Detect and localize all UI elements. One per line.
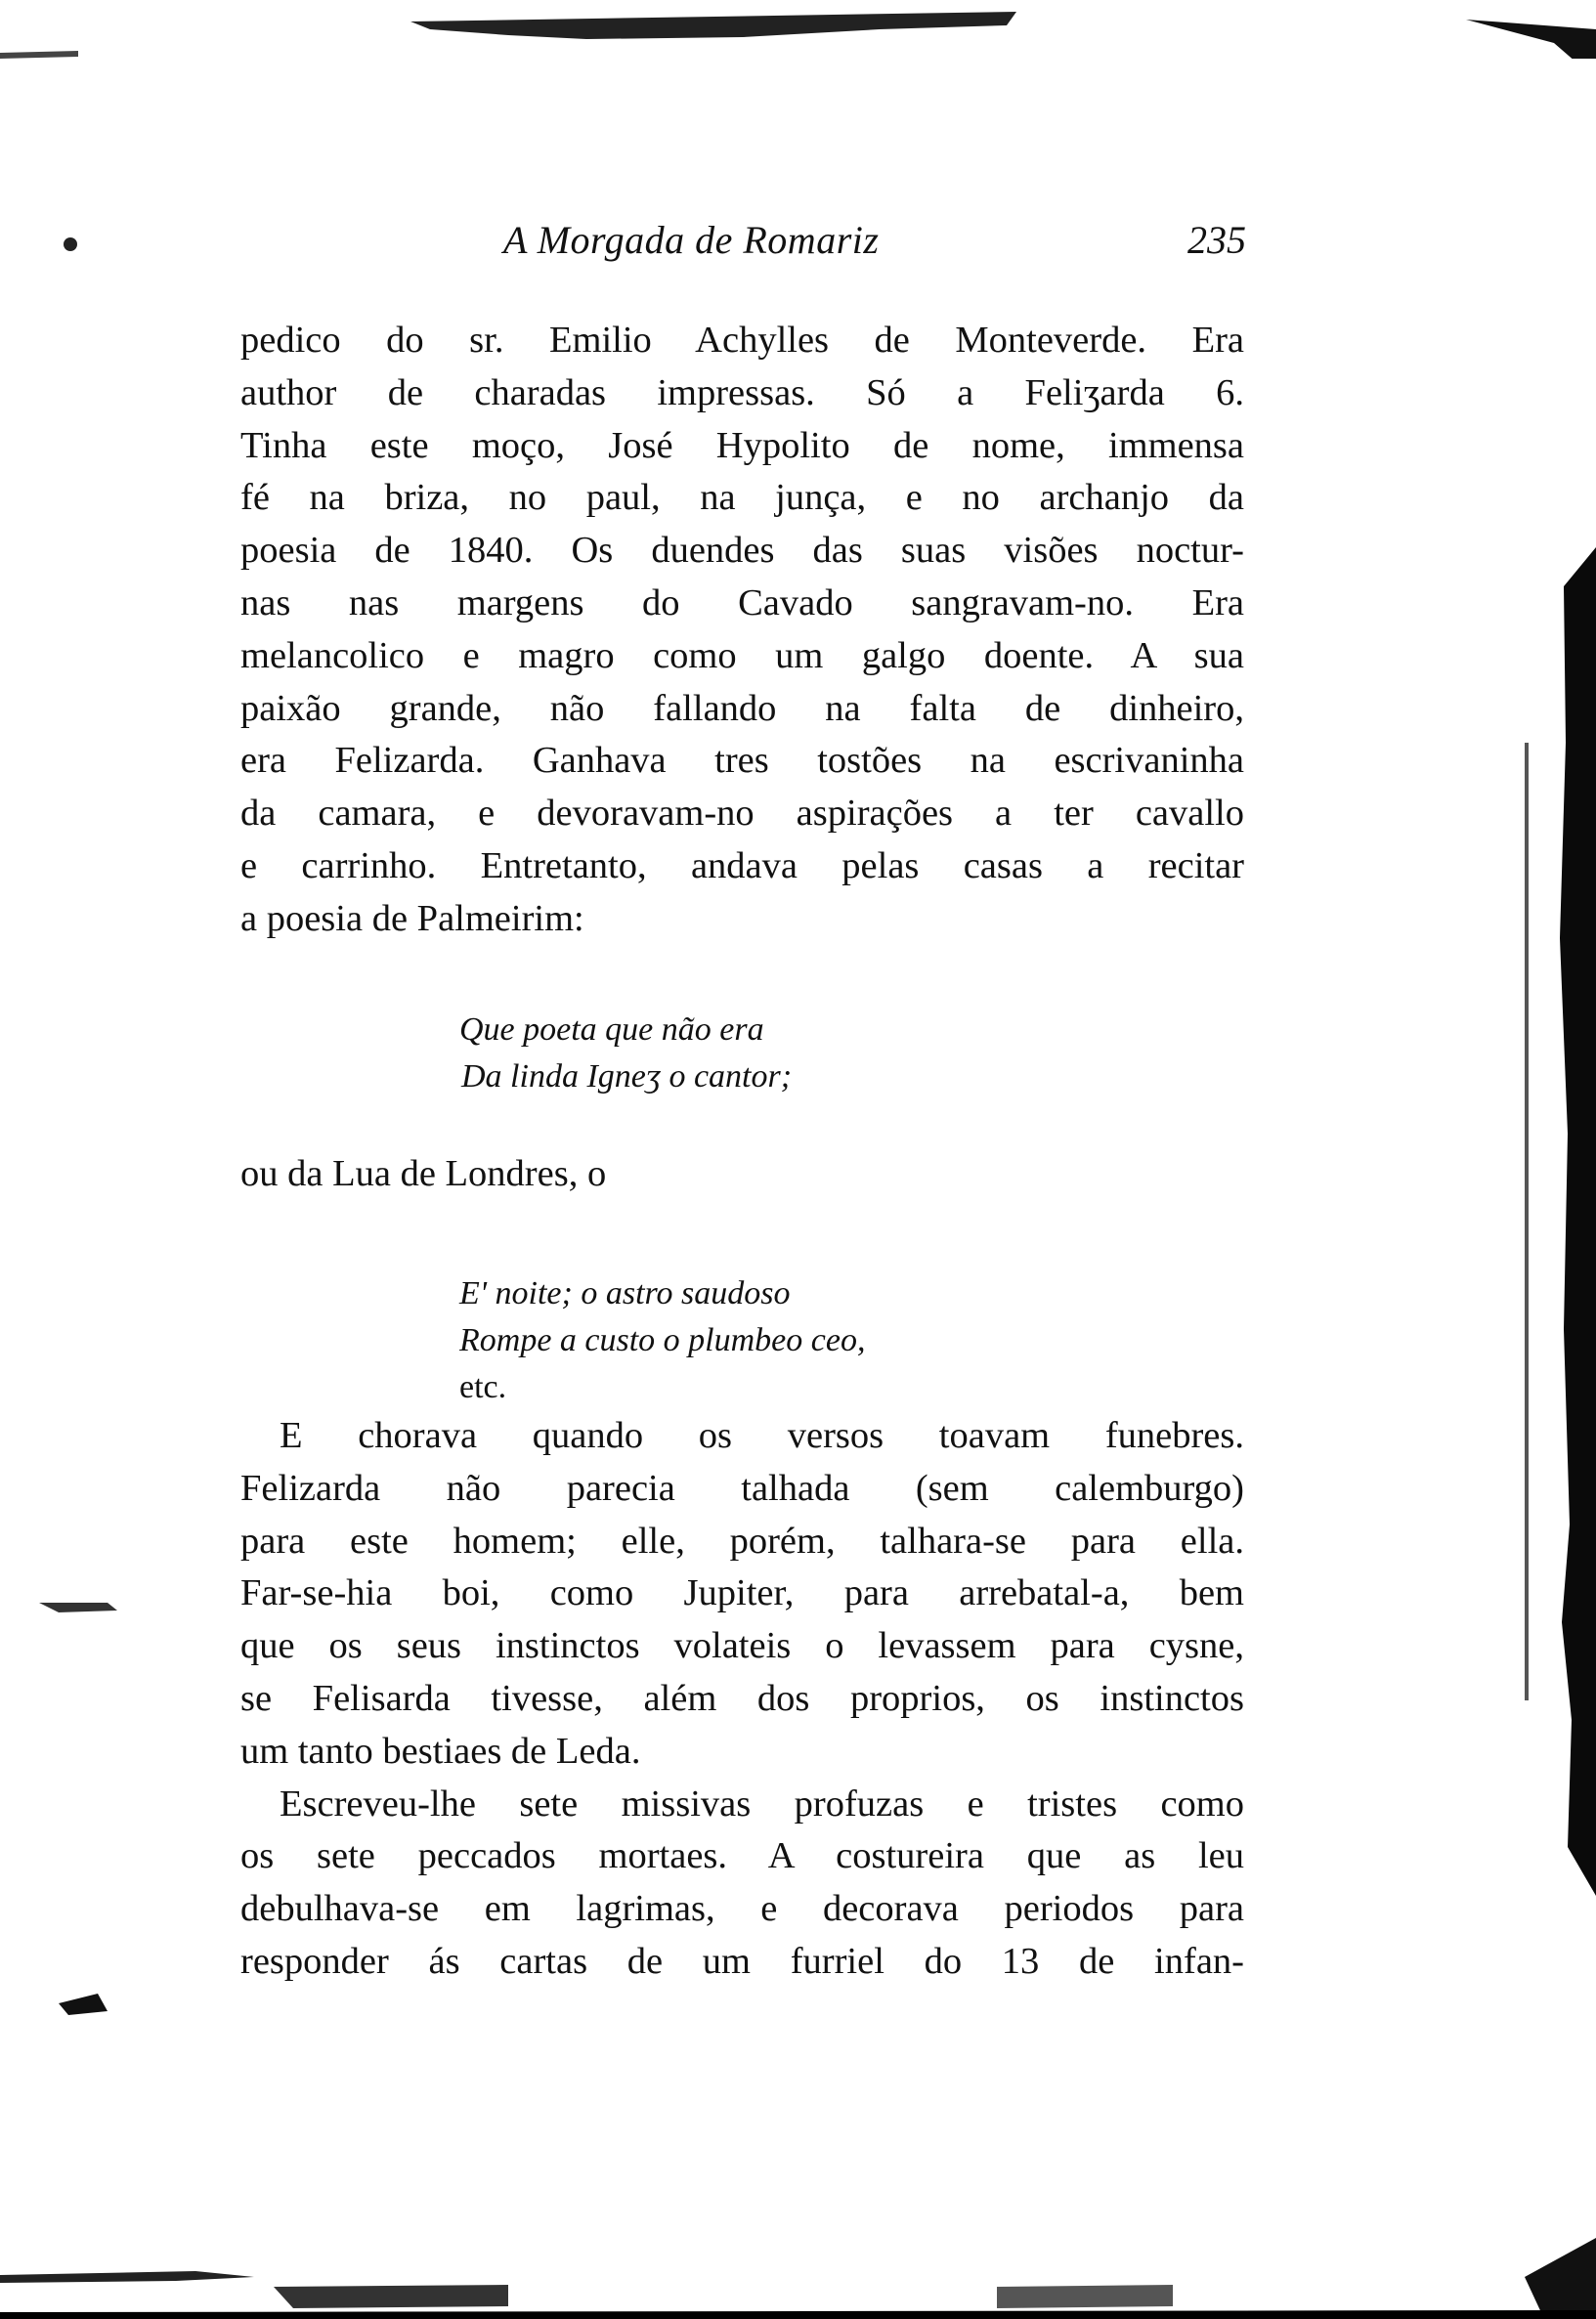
etc-suffix: etc. [459,1369,507,1405]
text-line: Far-se-hia boi, como Jupiter, para arrebatal-a, bem [240,1572,1244,1614]
text-line: Felizarda não parecia talhada (sem calemburgo) [240,1467,1244,1509]
scan-edge-left [0,195,156,2248]
running-title: A Morgada de Romariz [503,218,880,262]
text-line: era Felizarda. Ganhava tres tostões na escrivaninha [240,740,1244,782]
text-line: responder ás cartas de um furriel do 13 de infan- [240,1940,1244,1982]
verse-quote-2 [459,1270,865,1411]
text-line: poesia de 1840. Os duendes das suas visões noctur- [240,530,1244,572]
text-line: debulhava-se em lagrimas, e decorava periodos para [240,1888,1244,1930]
text-line: E chorava quando os versos toavam funebres. [280,1415,1244,1456]
text-line: para este homem; elle, porém, talhara-se para ella. [240,1520,1244,1562]
text-line: nas nas margens do Cavado sangravam-no. Era [240,581,1244,623]
scan-edge-bottom [0,2238,1596,2319]
text-line: Tinha este moço, José Hypolito de nome, immensa [240,424,1244,466]
text-line: os sete peccados mortaes. A costureira que as leu [240,1835,1244,1877]
verse-line [459,1317,865,1411]
bridge-text [240,1148,1244,1201]
text-line: fé na briza, no paul, na junça, e no archanjo da [240,477,1244,519]
text-line: ou da Lua de Londres, o [240,1153,607,1194]
text-line: Escreveu-lhe sete missivas profuzas e tristes como [280,1782,1244,1825]
paragraph-2 [240,1410,1244,1989]
text-line: paixão grande, não fallando na falta de dinheiro, [240,687,1244,729]
text-line: author de charadas impressas. Só a Feliʒarda 6. [240,371,1244,413]
paragraph-1 [240,315,1244,946]
verse-text: Rompe a custo o plumbeo ceo, [459,1322,866,1358]
verse-line: E' noite; o astro saudoso [459,1275,791,1311]
verse-line: Da linda Igneʒ o cantor; [461,1058,793,1095]
page-number: 235 [1187,218,1246,262]
text-line: um tanto bestiaes de Leda. [240,1730,641,1772]
text-line: melancolico e magro como um galgo doente. A sua [240,634,1244,676]
text-line: pedico do sr. Emilio Achylles de Monteverde. Era [240,320,1244,361]
text-line: e carrinho. Entretanto, andava pelas casas a recitar [240,844,1244,886]
text-line: da camara, e devoravam-no aspirações a ter cavallo [240,793,1244,835]
scan-edge-right [1525,547,1596,1896]
scan-edge-top [0,0,1596,59]
text-line: a poesia de Palmeirim: [240,897,584,939]
verse-line: Que poeta que não era [459,1011,764,1048]
verse-quote-1 [459,1007,792,1100]
running-header [239,217,1246,276]
text-line: se Felisarda tivesse, além dos proprios, os instinctos [240,1677,1244,1719]
text-line: que os seus instinctos volateis o levassem para cysne, [240,1625,1244,1667]
